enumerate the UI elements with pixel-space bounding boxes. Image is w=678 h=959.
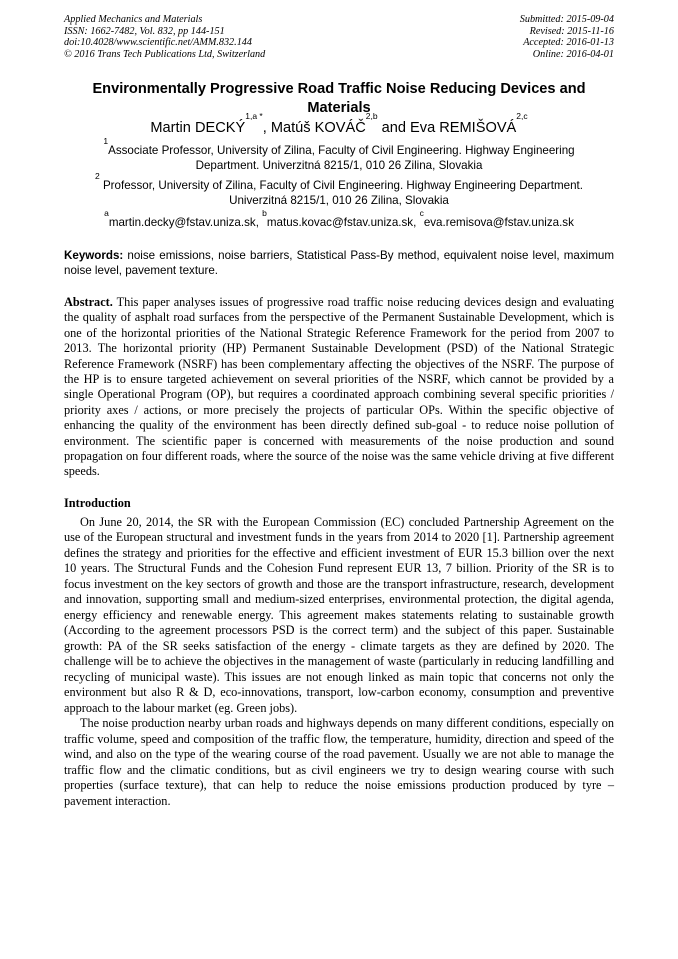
email-mark: b	[262, 208, 267, 218]
affiliation	[80, 171, 598, 208]
abstract	[64, 295, 614, 480]
section-heading-introduction: Introduction	[64, 495, 131, 510]
publication-dates	[520, 14, 614, 60]
author-separator: ,	[262, 120, 271, 136]
abstract-label: Abstract.	[64, 295, 113, 309]
author-emails	[64, 208, 614, 230]
keywords	[64, 248, 614, 278]
body-paragraph: On June 20, 2014, the SR with the European Commission (EC) concluded Partnership Agreement on the use of the European structural and investment funds in the years from 2014 to 2020 [1]. Partnership agreement defines the strategy and priorities for the effective and efficient investment of EUR 15.3 billion over the next 10 years. The Structural Funds and the Cohesion Fund represent EUR 13, 7 billion. Priority of the SR is to focus investment on the key sectors of growth and those are the transport infrastructure, research, development and innovation, supporting small and medium-sized enterprises, environmental protection, the digital agenda, energy efficiency and renewable energy. This agreement makes statements relating to sustainable growth (According to the agreement processors PSD is the correct term) and the subject of this paper. Sustainable growth: PA of the SR seeks satisfaction of the energy - climate targets as they are defined by 2020. The challenge will be to achieve the objectives in the management of waste (particularly in reducing landfilling and recycling of municipal waste). This issues are not enough linked as main topic that concerns not only the environment but also R & D, eco-innovations, transport, low-carbon economy, consumption and preventive approach to the labour market (eg. Green jobs).	[64, 514, 614, 715]
affiliation-text: Associate Professor, University of Zilina, Faculty of Civil Engineering. Highway Engineering Department. Univerzitná 8215/1, 010 26 Zilina, Slovakia	[108, 144, 575, 172]
email-separator: ,	[413, 216, 420, 229]
journal-issn: ISSN: 1662-7482, Vol. 832, pp 144-151	[64, 25, 225, 37]
affiliation	[80, 136, 598, 173]
journal-name: Applied Mechanics and Materials	[64, 14, 203, 25]
date-submitted: Submitted: 2015-09-04	[519, 14, 614, 25]
author-name: Eva REMIŠOVÁ	[410, 120, 517, 136]
affiliation-number: 1	[103, 136, 109, 146]
date-accepted: Accepted: 2016-01-13	[523, 37, 614, 48]
paper-title: Environmentally Progressive Road Traffic Noise Reducing Devices and Materials	[92, 81, 586, 116]
journal-doi: doi:10.4028/www.scientific.net/AMM.832.144	[64, 37, 252, 48]
journal-copyright: © 2016 Trans Tech Publications Ltd, Switzerland	[64, 48, 266, 60]
affiliation-text: Professor, University of Zilina, Faculty of Civil Engineering. Highway Engineering Department. Univerzitná 8215/1, 010 26 Zilina, Slovakia	[99, 179, 584, 207]
author-affiliation-mark: 2,c	[516, 111, 528, 121]
email-mark: a	[104, 208, 109, 218]
keywords-text: noise emissions, noise barriers, Statistical Pass-By method, equivalent noise level, maximum noise level, pavement texture.	[64, 249, 614, 277]
journal-header	[64, 14, 614, 60]
email-separator: ,	[255, 216, 263, 229]
affiliation-number: 2	[94, 171, 100, 181]
author-separator: and	[377, 120, 411, 136]
email-address: martin.decky@fstav.uniza.sk	[108, 216, 256, 229]
date-revised: Revised: 2015-11-16	[529, 25, 614, 37]
author-affiliation-mark: 1,a *	[245, 111, 263, 121]
body-paragraph: The noise production nearby urban roads and highways depends on many different conditions, especially on traffic volume, speed and composition of the traffic flow, the temperature, humidity, direction and speed of the wind, and also on the type of the wearing course of the road pavement. Usually we are not able to manage the traffic flow and the climatic conditions, but as civil engineers we try to design wearing course with such properties (surface texture), that can help to reduce the noise emissions production produced by tyre – pavement interaction.	[64, 716, 614, 808]
email-address: matus.kovac@fstav.uniza.sk	[266, 216, 414, 229]
author-affiliation-mark: 2,b	[365, 111, 378, 121]
abstract-text: This paper analyses issues of progressive road traffic noise reducing devices design and evaluating the quality of asphalt road surfaces from the perspective of the Permanent Sustainable Development, which is one of the horizontal priorities of the National Strategic Reference Framework for the period from 2007 to 2013. The horizontal priority (HP) Permanent Sustainable Development (PSD) of the National Strategic Reference Framework (NSRF) has been complementary affecting the objectives of the NSRF. The purpose of the HP is to ensure targeted achievement on several priorities of the NSRF, which cannot be provided by a single Operational Program (OP), but requires a coordinated approach combining several specific priorities / priority axes / actions, or more precisely the projects of particular OPs. Within the specific objective of enhancing the quality of the environment has been directly defined sub-goal - to reduce noise pollution of environment. The scientific paper is concerned with measurements of the noise production and sound propagation on four different roads, where the source of the noise was the same vehicle driving at five different speeds.	[64, 295, 614, 479]
author-name: Matúš KOVÁČ	[270, 120, 366, 136]
email-address: eva.remisova@fstav.uniza.sk	[423, 216, 574, 229]
date-online: Online: 2016-04-01	[532, 48, 614, 60]
keywords-label: Keywords:	[64, 249, 124, 262]
email-mark: c	[419, 208, 424, 218]
journal-info	[64, 14, 265, 60]
author-list	[64, 111, 614, 138]
author-name: Martin DECKÝ	[150, 120, 246, 136]
